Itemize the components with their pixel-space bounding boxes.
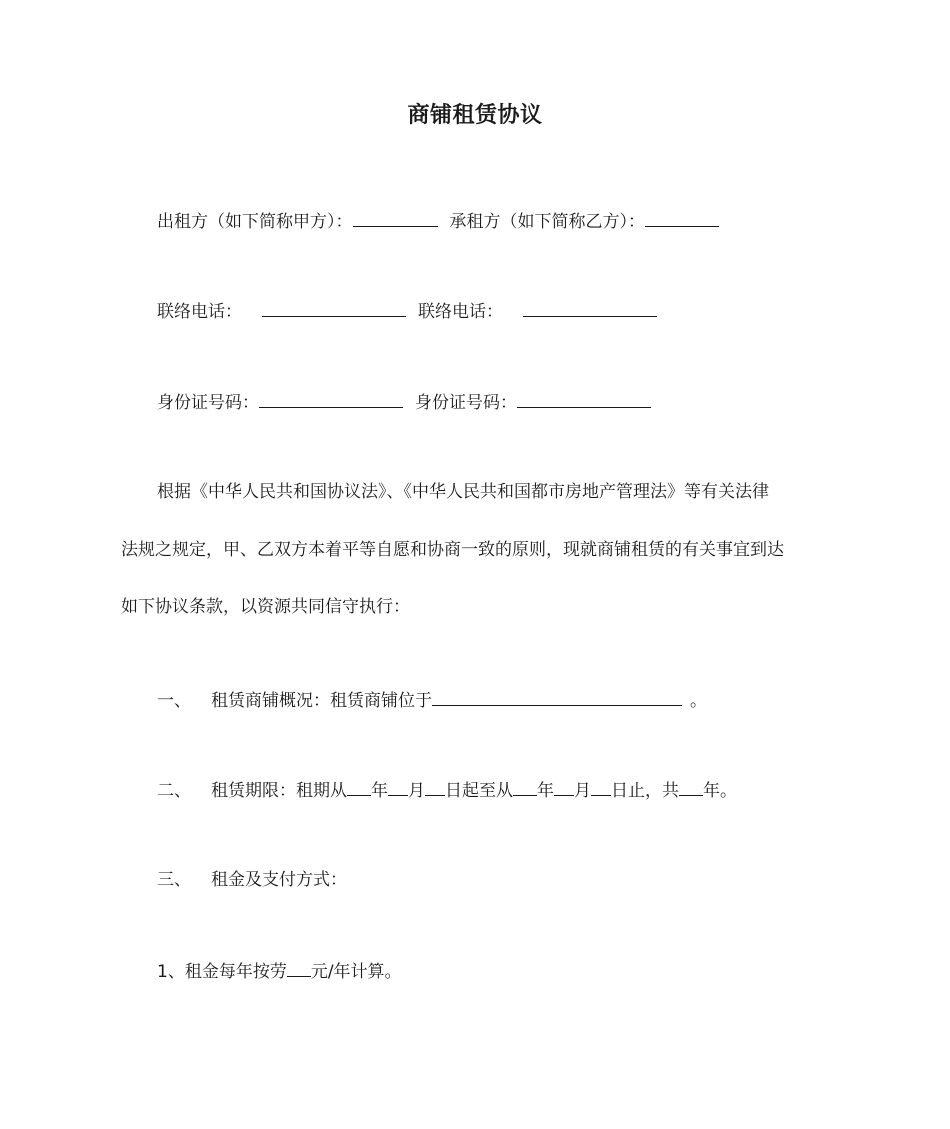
id-blank-lessor [259, 389, 403, 408]
phone-blank-lessee [523, 298, 657, 317]
id-label-lessor: 身份证号码： [157, 393, 259, 413]
document-title: 商铺租赁协议 [407, 103, 543, 128]
preamble-line-2: 法规之规定，甲、乙双方本着平等自愿和协商一致的原则，现就商铺租赁的有关事宜到达 [121, 540, 784, 560]
total-years-blank [679, 777, 703, 796]
party-line [157, 208, 719, 234]
start-month-blank [388, 777, 408, 796]
month-label: 月 [574, 781, 591, 801]
phone-blank-lessor [262, 298, 406, 317]
years-end-label: 年。 [703, 781, 737, 801]
lessor-blank [353, 208, 438, 227]
day-until-label: 日起至从 [445, 781, 513, 801]
id-blank-lessee [517, 389, 651, 408]
start-year-blank [347, 777, 371, 796]
clause-2-number: 二、 [157, 781, 191, 801]
lessee-label: 承租方（如下简称乙方）： [449, 212, 645, 232]
end-day-blank [591, 777, 611, 796]
lessee-blank [645, 208, 719, 227]
id-line [157, 389, 651, 415]
clause-2-text-start: 租赁期限：租期从 [211, 781, 347, 801]
clause-1 [157, 687, 707, 713]
start-day-blank [425, 777, 445, 796]
preamble-line-3: 如下协议条款，以资源共同信守执行： [121, 597, 410, 617]
clause-2 [157, 777, 737, 803]
clause-3-number: 三、 [157, 870, 191, 890]
clause-3 [157, 868, 347, 892]
rent-amount-blank [287, 958, 311, 977]
end-month-blank [554, 777, 574, 796]
day-total-label: 日止，共 [611, 781, 679, 801]
lessor-label: 出租方（如下简称甲方）： [157, 212, 353, 232]
rent-item-1 [157, 958, 402, 984]
month-label: 月 [408, 781, 425, 801]
preamble-line-1: 根据《中华人民共和国协议法》、《中华人民共和国都市房地产管理法》等有关法律 [157, 482, 769, 502]
clause-1-number: 一、 [157, 691, 191, 711]
rent-item-1-unit: 元/年计算。 [310, 962, 402, 982]
year-label: 年 [537, 781, 554, 801]
phone-label-lessee: 联络电话： [418, 302, 503, 322]
rent-item-1-text: 1、租金每年按劳 [157, 962, 287, 982]
phone-line [157, 298, 657, 324]
clause-1-text: 租赁商铺概况：租赁商铺位于 [211, 691, 432, 711]
clause-3-text: 租金及支付方式： [211, 870, 347, 890]
location-blank [432, 687, 682, 706]
end-year-blank [513, 777, 537, 796]
year-label: 年 [371, 781, 388, 801]
phone-label-lessor: 联络电话： [157, 302, 242, 322]
clause-1-end: 。 [690, 691, 707, 711]
id-label-lessee: 身份证号码： [415, 393, 517, 413]
